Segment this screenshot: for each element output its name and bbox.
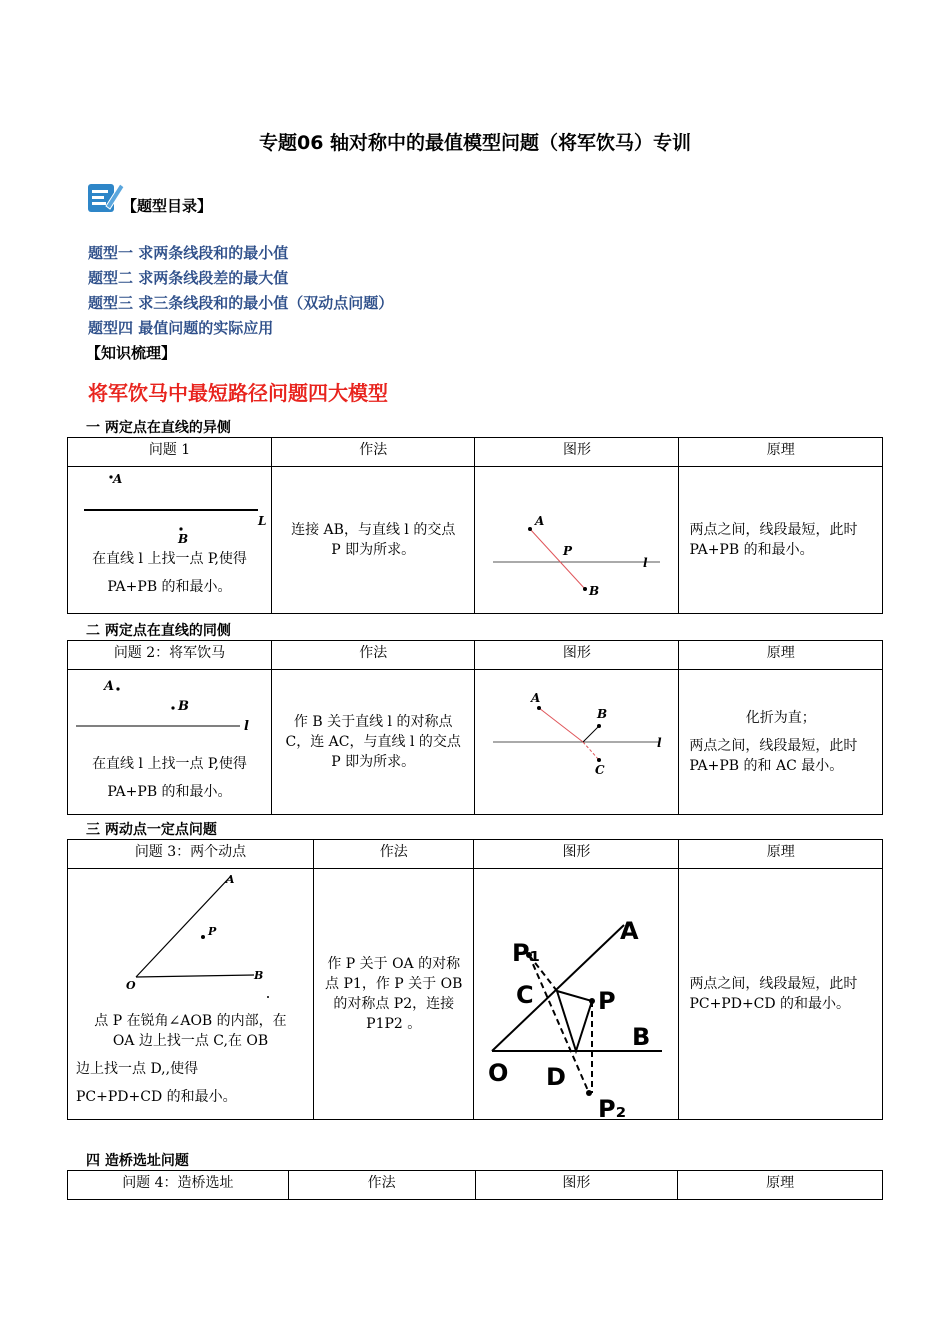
problem-desc: PA+PB 的和最小。 bbox=[107, 784, 232, 800]
problem-desc: 点 P 在锐角∠AOB 的内部，在 OA 边上找一点 C,在 OB bbox=[94, 1013, 287, 1049]
label-a: A bbox=[531, 691, 541, 705]
problem-header: 问题 1 bbox=[68, 438, 272, 467]
figure-header: 图形 bbox=[475, 1171, 678, 1200]
problem-desc: 边上找一点 D,,使得 bbox=[76, 1061, 199, 1077]
problem-header: 问题 3：两个动点 bbox=[68, 840, 314, 869]
figure-cell bbox=[475, 670, 679, 815]
page-title: 专题06 轴对称中的最值模型问题（将军饮马）专训 bbox=[258, 132, 692, 154]
model-table-4 bbox=[67, 1170, 883, 1200]
problem-cell bbox=[68, 670, 272, 815]
label-a: A bbox=[226, 873, 235, 886]
figure-header: 图形 bbox=[474, 840, 679, 869]
section-heading: 二 两定点在直线的同侧 bbox=[86, 623, 231, 639]
label-b: B bbox=[597, 707, 608, 721]
toc-item[interactable]: 题型一 求两条线段和的最小值 bbox=[88, 244, 289, 262]
label-o: O bbox=[488, 1059, 509, 1087]
label-o: O bbox=[126, 979, 136, 992]
figure-cell bbox=[475, 467, 679, 614]
problem-figure bbox=[68, 670, 271, 748]
label-b: B bbox=[632, 1023, 651, 1051]
toc-item[interactable]: 题型四 最值问题的实际应用 bbox=[88, 319, 274, 337]
label-p1: P₁ bbox=[512, 939, 541, 967]
problem-figure bbox=[68, 869, 313, 1011]
model-figure bbox=[474, 869, 678, 1119]
models-heading: 将军饮马中最短路径问题四大模型 bbox=[88, 381, 388, 405]
principle-line: 化折为直； bbox=[745, 710, 816, 726]
label-a: A bbox=[535, 514, 545, 528]
label-a: A bbox=[113, 472, 123, 486]
label-c: C bbox=[516, 981, 535, 1009]
method-header: 作法 bbox=[288, 1171, 475, 1200]
section-heading: 四 造桥选址问题 bbox=[86, 1153, 189, 1169]
method-cell: 连接 AB，与直线 l 的交点 P 即为所求。 bbox=[272, 467, 475, 614]
toc-item[interactable]: 题型二 求两条线段差的最大值 bbox=[88, 269, 289, 287]
method-cell: 作 B 关于直线 l 的对称点 C，连 AC，与直线 l 的交点 P 即为所求。 bbox=[272, 670, 475, 815]
label-b: B bbox=[178, 699, 189, 714]
problem-header: 问题 4：造桥选址 bbox=[68, 1171, 289, 1200]
label-b: B bbox=[589, 584, 600, 598]
label-l: l bbox=[643, 556, 649, 570]
label-p: P bbox=[208, 925, 217, 938]
method-header: 作法 bbox=[272, 641, 475, 670]
principle-header: 原理 bbox=[678, 1171, 883, 1200]
method-cell: 作 P 关于 OA 的对称点 P1，作 P 关于 OB 的对称点 P2，连接 P1P2 。 bbox=[314, 869, 474, 1120]
label-l: l bbox=[244, 719, 249, 734]
label-p: P bbox=[598, 987, 617, 1015]
label-p2: P₂ bbox=[598, 1095, 627, 1119]
label-c: C bbox=[595, 763, 605, 777]
problem-header: 问题 2：将军饮马 bbox=[68, 641, 272, 670]
figure-cell bbox=[474, 869, 679, 1120]
toc-heading: 【题型目录】 bbox=[122, 197, 213, 215]
model-table-1 bbox=[67, 437, 883, 614]
notebook-edit-icon bbox=[86, 178, 126, 220]
figure-header: 图形 bbox=[475, 438, 679, 467]
toc-item[interactable]: 题型三 求三条线段和的最小值（双动点问题） bbox=[88, 294, 394, 312]
label-b: B bbox=[178, 532, 189, 546]
problem-desc: 在直线 l 上找一点 P,使得 bbox=[92, 551, 247, 567]
label-a: A bbox=[104, 679, 115, 694]
knowledge-heading: 【知识梳理】 bbox=[86, 344, 177, 362]
principle-cell: 两点之间，线段最短，此时 PC+PD+CD 的和最小。 bbox=[679, 869, 883, 1120]
principle-header: 原理 bbox=[679, 840, 883, 869]
principle-cell: 两点之间，线段最短，此时 PA+PB 的和最小。 bbox=[679, 467, 883, 614]
model-table-2 bbox=[67, 640, 883, 815]
problem-desc: PA+PB 的和最小。 bbox=[107, 579, 232, 595]
label-l: L bbox=[258, 514, 267, 528]
principle-line: 两点之间，线段最短，此时 PA+PB 的和 AC 最小。 bbox=[689, 738, 858, 774]
method-header: 作法 bbox=[272, 438, 475, 467]
problem-desc: 在直线 l 上找一点 P,使得 bbox=[92, 756, 247, 772]
problem-cell bbox=[68, 869, 314, 1120]
problem-cell bbox=[68, 467, 272, 614]
section-heading: 三 两动点一定点问题 bbox=[86, 822, 217, 838]
model-figure bbox=[475, 467, 678, 613]
label-l: l bbox=[657, 736, 662, 750]
model-figure bbox=[475, 670, 678, 814]
label-p: P bbox=[563, 544, 573, 558]
principle-header: 原理 bbox=[679, 438, 883, 467]
problem-desc: PC+PD+CD 的和最小。 bbox=[76, 1089, 237, 1105]
section-heading: 一 两定点在直线的异侧 bbox=[86, 420, 231, 436]
label-a: A bbox=[620, 917, 640, 945]
label-b: B bbox=[254, 969, 264, 982]
problem-figure bbox=[68, 467, 271, 547]
principle-cell bbox=[679, 670, 883, 815]
figure-header: 图形 bbox=[475, 641, 679, 670]
method-header: 作法 bbox=[314, 840, 474, 869]
label-d: D bbox=[546, 1063, 567, 1091]
principle-header: 原理 bbox=[679, 641, 883, 670]
model-table-3 bbox=[67, 839, 883, 1120]
